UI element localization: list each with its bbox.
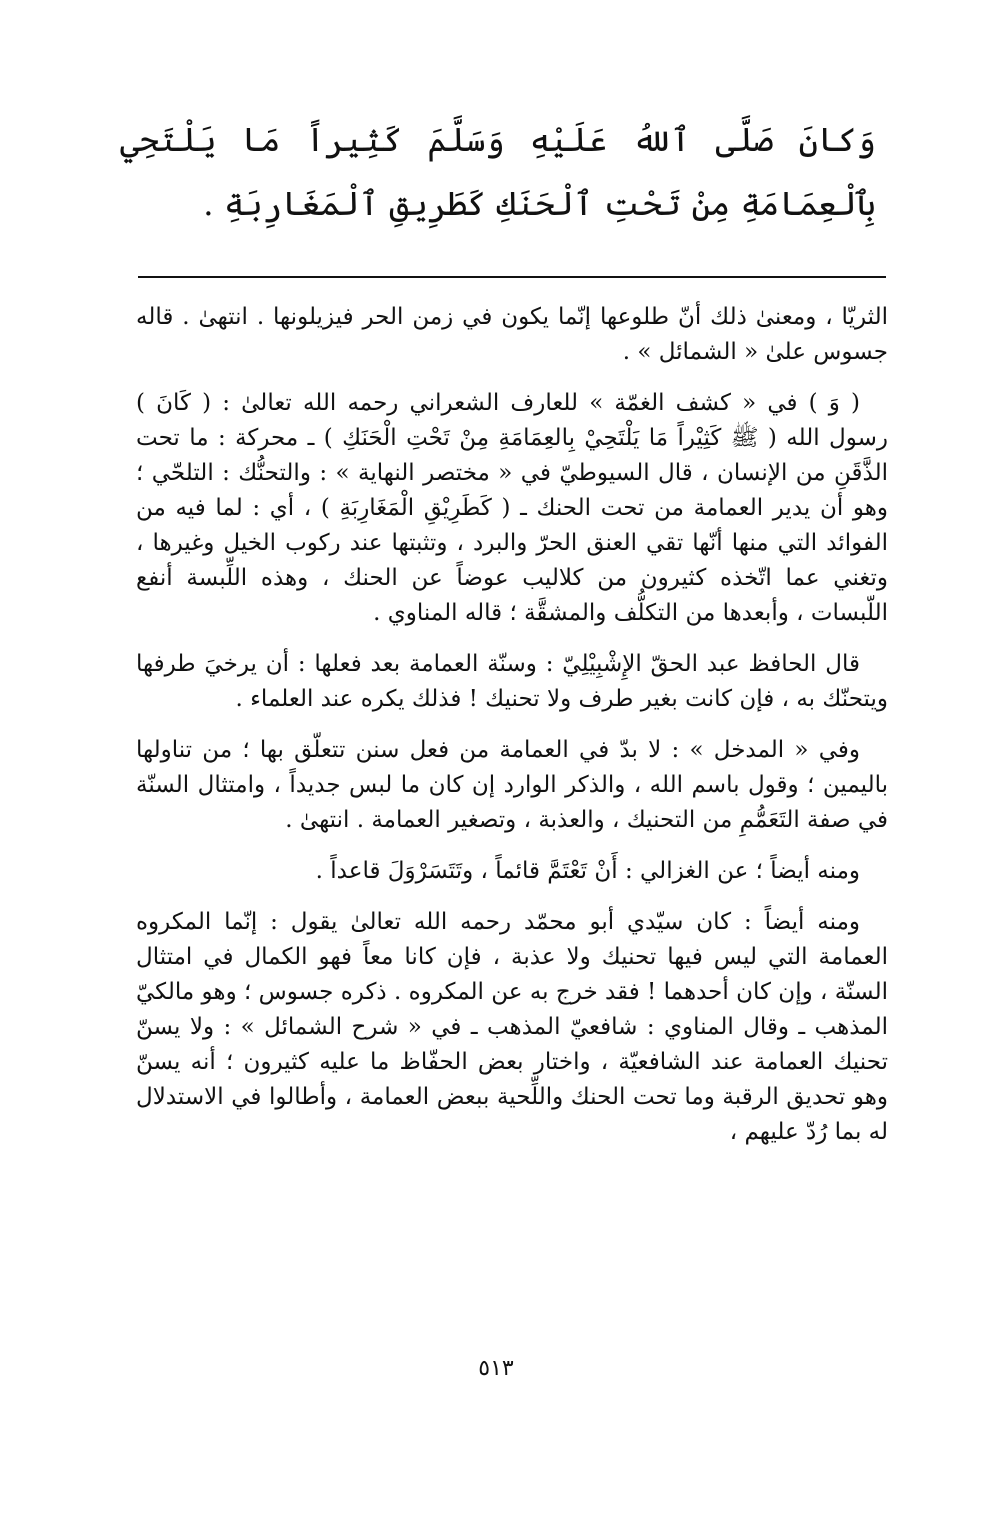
paragraph: الثريّا ، ومعنىٰ ذلك أنّ طلوعها إنّما يكون في زمن الحر فيزيلونها . انتهىٰ . قاله جسوس علىٰ « الشمائل » . [136,304,888,365]
paragraph: ( وَ ) في « كشف الغمّة » للعارف الشعراني رحمه الله تعالىٰ : ( كَانَ ) رسول الله ( ﷺ كَثِيْراً مَا يَلْتَحِيْ بِالعِمَامَةِ مِنْ تَحْتِ الْحَنَكِ ) ـ محركة : ما تحت الذَّقَنِ من الإنسان ، قال السيوطيّ في « مختصر النهاية » : والتحنُّك : التلحّي ؛ وهو أن يدير العمامة من تحت الحنك ـ ( كَطَرِيْقِ الْمَغَارِبَةِ ) ، أي : لما فيه من الفوائد التي منها أنّها تقي العنق الحرّ والبرد ، وتثبتها عند ركوب الخيل وغيرها ، وتغني عما اتّخذه كثيرون من كلاليب عوضاً عن الحنك ، وهذه اللِّبسة أنفع اللّبسات ، وأبعدها من التكلُّف والمشقَّة ؛ قاله المناوي . [136,390,888,626]
paragraph: ومنه أيضاً ؛ عن الغزالي : أَنْ تَعْتَمَّ قائماً ، وتَتَسَرْوَلَ قاعداً . [315,858,860,884]
paragraph: قال الحافظ عبد الحقّ الإِشْبِيْلِيّ : وسنّة العمامة بعد فعلها : أن يرخيَ طرفها ويتحنّك به ، فإن كانت بغير طرف ولا تحنيك ! فذلك يكره عند العلماء . [136,651,888,712]
page-number: ٥١٣ [478,1356,514,1381]
main-text: وَكانَ صَلَّى ٱللهُ عَلَيْهِ وَسَلَّمَ كَثِيراً مَا يَلْتَحِي بِٱلْعِمَامَةِ مِنْ تَحْتِ ٱلْحَنَكِ كَطَرِيقِ ٱلْمَغَارِبَةِ . [120,120,876,223]
paragraph: وفي « المدخل » : لا بدّ في العمامة من فعل سنن تتعلّق بها ؛ من تناولها باليمين ؛ وقول باسم الله ، والذكر الوارد إن كان ما لبس جديداً ، وامتثال السنّة في صفة التَعَمُّمِ من التحنيك ، والعذبة ، وتصغير العمامة . انتهىٰ . [136,737,888,833]
separator-rule [138,276,886,278]
paragraph: ومنه أيضاً : كان سيّدي أبو محمّد رحمه الله تعالىٰ يقول : إنّما المكروه العمامة التي ليس فيها تحنيك ولا عذبة ، فإن كانا معاً فهو الكمال في امتثال السنّة ، وإن كان أحدهما ! فقد خرج به عن المكروه . ذكره جسوس ؛ وهو مالكيّ المذهب ـ وقال المناوي : شافعيّ المذهب ـ في « شرح الشمائل » : ولا يسنّ تحنيك العمامة عند الشافعيّة ، واختار بعض الحفّاظ ما عليه كثيرون ؛ أنه يسنّ وهو تحديق الرقبة وما تحت الحنك واللِّحية ببعض العمامة ، وأطالوا في الاستدلال له بما رُدّ عليهم ، [136,909,888,1145]
commentary [136,300,888,1166]
